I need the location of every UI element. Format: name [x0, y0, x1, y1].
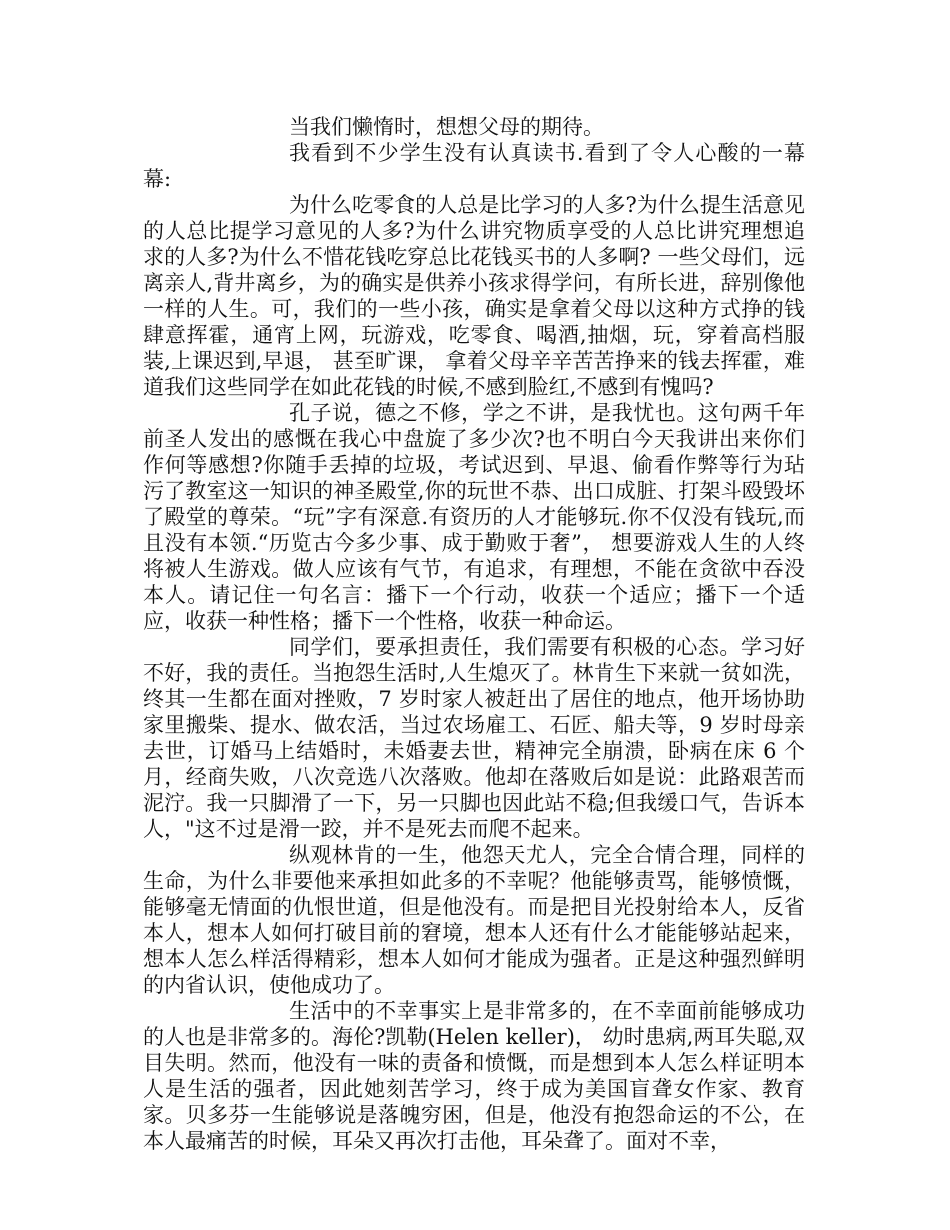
paragraph-lincoln-struggles: 同学们，要承担责任，我们需要有积极的心态。学习好不好，我的责任。当抱怨生活时,人生熄灭了。林肯生下来就一贫如洗，终其一生都在面对挫败，7 岁时家人被赶出了居住的地点，他开场协助家里搬柴、提水、做农活，当过农场雇工、石匠、船夫等，9 岁时母亲去世，订婚马上结婚时，未婚妻去世，精神完全崩溃，卧病在床 6 个月，经商失败，八次竞选八次落败。他却在落败后如是说：此路艰苦而泥泞。我一只脚滑了一下，另一只脚也因此站不稳;但我缓口气，告诉本人，"这不过是滑一跤，并不是死去而爬不起来。 [143, 635, 805, 841]
paragraph-why-questions: 为什么吃零食的人总是比学习的人多?为什么提生活意见的人总比提学习意见的人多?为什么讲究物质享受的人总比讲究理想追求的人多?为什么不惜花钱吃穿总比花钱买书的人多啊? 一些父母们，远离亲人,背井离乡，为的确实是供养小孩求得学问，有所长进，辞别像他一样的人生。可，我们的一些小孩，确实是拿着父母以这种方式挣的钱肆意挥霍，通宵上网，玩游戏，吃零食、喝酒,抽烟，玩，穿着高档服装,上课迟到,早退， 甚至旷课， 拿着父母辛辛苦苦挣来的钱去挥霍，难道我们这些同学在如此花钱的时候,不感到脸红,不感到有愧吗? [143, 193, 805, 399]
paragraph-lincoln-reflection: 纵观林肯的一生，他怨天尤人，完全合情合理，同样的生命，为什么非要他来承担如此多的不幸呢？他能够责骂，能够愤慨，能够毫无情面的仇恨世道，但是他没有。而是把目光投射给本人，反省本人，想本人如何打破目前的窘境，想本人还有什么才能能够站起来，想本人怎么样活得精彩，想本人如何才能成为强者。正是这种强烈鲜明的内省认识，使他成功了。 [143, 843, 805, 997]
paragraph-confucius: 孔子说，德之不修，学之不讲，是我忧也。这句两千年前圣人发出的感慨在我心中盘旋了多少次?也不明白今天我讲出来你们作何等感想?你随手丢掉的垃圾，考试迟到、早退、偷看作弊等行为玷污了教室这一知识的神圣殿堂,你的玩世不恭、出口成脏、打架斗殴毁坏了殿堂的尊荣。“玩”字有深意.有资历的人才能够玩.你不仅没有钱玩,而且没有本领.“历览古今多少事、成于勤败于奢”， 想要游戏人生的人终将被人生游戏。做人应该有气节，有追求，有理想，不能在贪欲中吞没本人。请记住一句名言：播下一个行动，收获一个适应；播下一个适应，收获一种性格；播下一个性格，收获一种命运。 [143, 401, 805, 633]
paragraph-parents-expectation: 当我们懒惰时，想想父母的期待。 [289, 115, 604, 139]
paragraph-helen-keller-beethoven: 生活中的不幸事实上是非常多的，在不幸面前能够成功的人也是非常多的。海伦?凯勒(Helen keller)， 幼时患病,两耳失聪,双目失明。然而，他没有一味的责备和愤慨，而是想到本人怎么样证明本人是生活的强者，因此她刻苦学习，终于成为美国盲聋女作家、教育家。贝多芬一生能够说是落魄穷困，但是，他没有抱怨命运的不公，在本人最痛苦的时候，耳朵又再次打击他，耳朵聋了。面对不幸， [143, 999, 805, 1153]
document-body [143, 114, 805, 1154]
paragraph-students-not-studying: 我看到不少学生没有认真读书.看到了令人心酸的一幕幕: [143, 141, 805, 191]
